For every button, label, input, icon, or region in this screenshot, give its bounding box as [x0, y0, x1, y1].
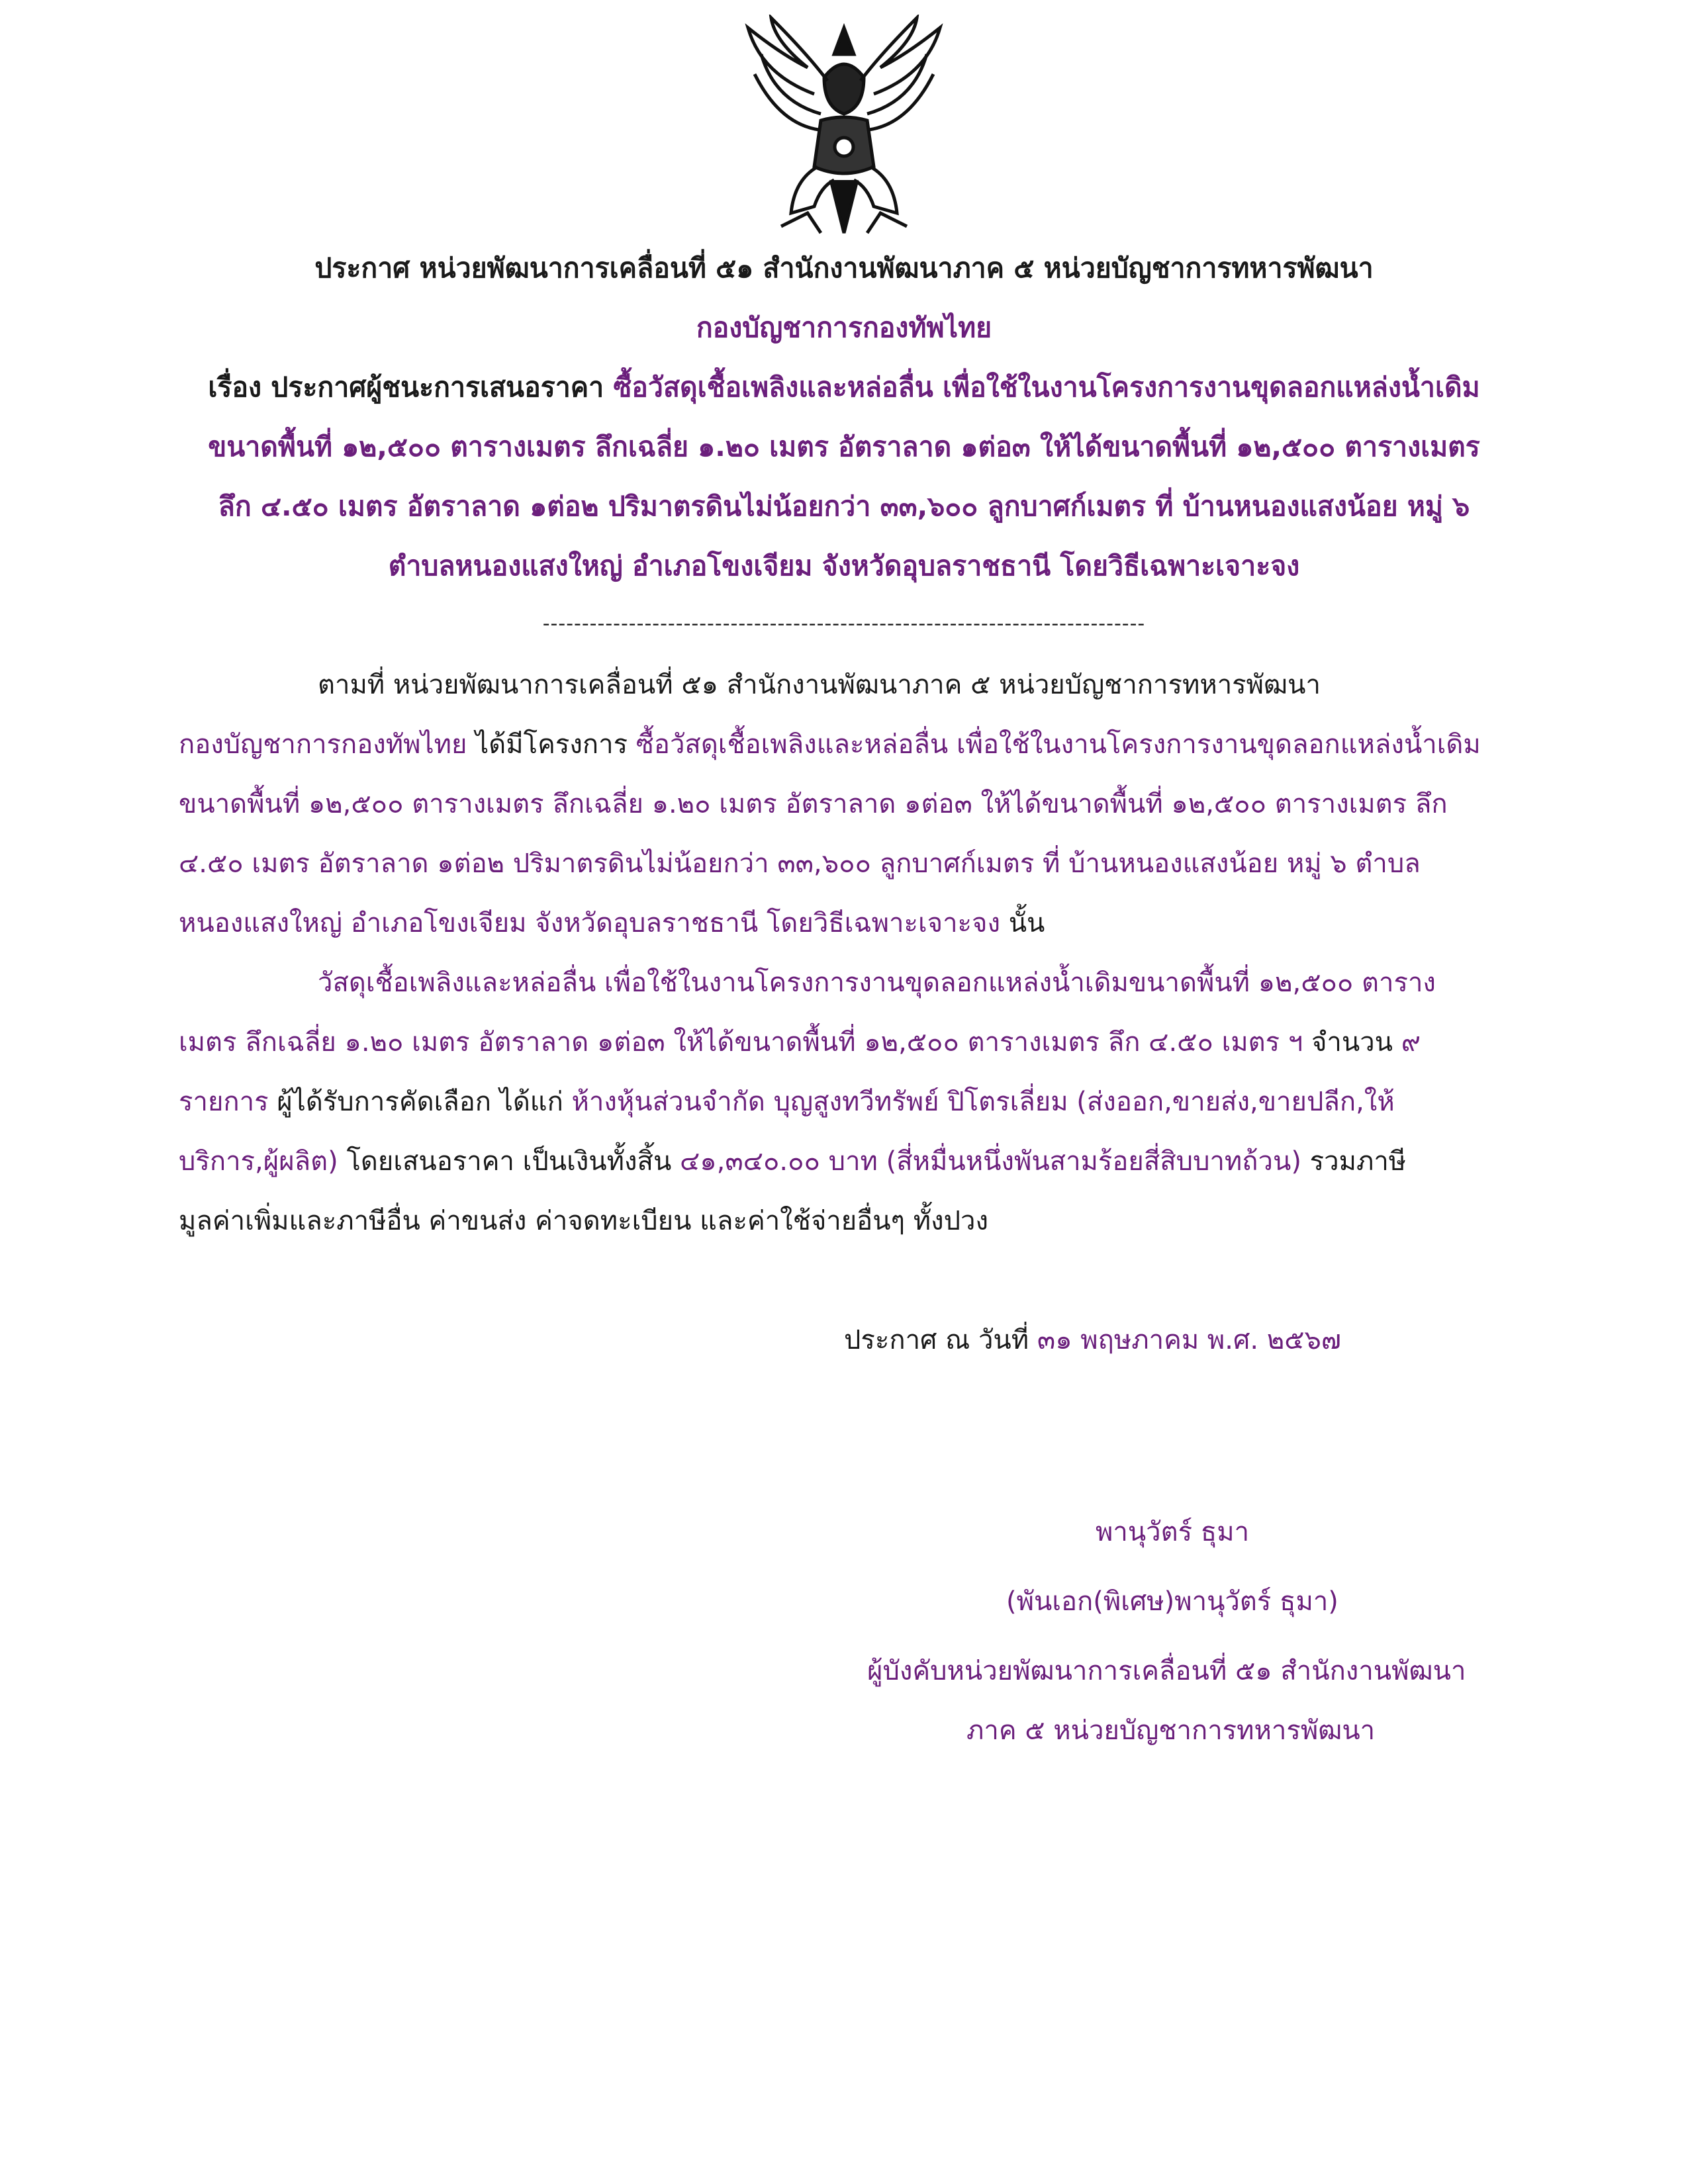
signature-position-2: ภาค ๕ หน่วยบัญชาการทหารพัฒนา [966, 1715, 1376, 1746]
winner-label: ผู้ได้รับการคัดเลือก ได้แก่ [268, 1087, 572, 1117]
paragraph1-line4: ๔.๕๐ เมตร อัตราลาด ๑ต่อ๒ ปริมาตรดินไม่น้อยกว่า ๓๓,๖๐๐ ลูกบาศก์เมตร ที่ บ้านหนองแสงน้อย หมู่ ๖ ตำบล [179, 848, 1421, 879]
subject-text-1: ซื้อวัสดุเชื้อเพลิงและหล่อลื่น เพื่อใช้ในงานโครงการงานขุดลอกแหล่งน้ำเดิม [613, 371, 1480, 403]
date-value: ๓๑ พฤษภาคม พ.ศ. ๒๕๖๗ [1037, 1325, 1341, 1355]
price-label: โดยเสนอราคา เป็นเงินทั้งสิ้น [338, 1146, 680, 1177]
price-amount: ๔๑,๓๔๐.๐๐ บาท (สี่หมื่นหนึ่งพันสามร้อยสี่สิบบาทถ้วน) [680, 1146, 1301, 1177]
paragraph1-end: นั้น [1000, 908, 1045, 938]
announcement-organization: กองบัญชาการกองทัพไทย [696, 312, 992, 343]
subject-line-4: ตำบลหนองแสงใหญ่ อำเภอโขงเจียม จังหวัดอุบลราชธานี โดยวิธีเฉพาะเจาะจง [388, 550, 1300, 582]
announcement-title: ประกาศ หน่วยพัฒนาการเคลื่อนที่ ๕๑ สำนักงานพัฒนาภาค ๕ หน่วยบัญชาการทหารพัฒนา [314, 252, 1374, 284]
winner-name: ห้างหุ้นส่วนจำกัด บุญสูงทวีทรัพย์ ปิโตรเลี่ยม (ส่งออก,ขายส่ง,ขายปลีก,ให้ [571, 1087, 1395, 1117]
tax-label: รวมภาษี [1301, 1146, 1407, 1177]
quantity-label: จำนวน [1303, 1027, 1401, 1058]
paragraph2-line1: วัสดุเชื้อเพลิงและหล่อลื่น เพื่อใช้ในงานโครงการงานขุดลอกแหล่งน้ำเดิมขนาดพื้นที่ ๑๒,๕๐๐ ตาราง [318, 968, 1436, 998]
separator-line: ----------------------------------------------------------------------------- [542, 612, 1146, 635]
organization-name: กองบัญชาการกองทัพไทย [179, 729, 467, 760]
paragraph1-line5 [179, 893, 1509, 953]
project-spec: เมตร ลึกเฉลี่ย ๑.๒๐ เมตร อัตราลาด ๑ต่อ๓ ให้ได้ขนาดพื้นที่ ๑๒,๕๐๐ ตารางเมตร ลึก ๔.๕๐ เมตร ฯ [179, 1027, 1303, 1058]
paragraph1-line2 [179, 715, 1509, 774]
paragraph2-line5: มูลค่าเพิ่มและภาษีอื่น ค่าขนส่ง ค่าจดทะเบียน และค่าใช้จ่ายอื่นๆ ทั้งปวง [179, 1206, 989, 1236]
winner-name-cont: บริการ,ผู้ผลิต) [179, 1146, 338, 1177]
project-location: หนองแสงใหญ่ อำเภอโขงเจียม จังหวัดอุบลราชธานี โดยวิธีเฉพาะเจาะจง [179, 908, 1000, 938]
paragraph1-line3: ขนาดพื้นที่ ๑๒,๕๐๐ ตารางเมตร ลึกเฉลี่ย ๑.๒๐ เมตร อัตราลาด ๑ต่อ๓ ให้ได้ขนาดพื้นที่ ๑๒,๕๐๐ ตารางเมตร ลึก [179, 789, 1448, 819]
announcement-date [844, 1310, 1341, 1370]
garuda-emblem-icon [735, 15, 953, 246]
item-count: ๙ [1401, 1027, 1421, 1058]
signature-name: พานุวัตร์ ธุมา [1096, 1517, 1250, 1547]
subject-prefix: เรื่อง ประกาศผู้ชนะการเสนอราคา [208, 371, 614, 403]
subject-line-1 [172, 357, 1516, 417]
subject-line-2: ขนาดพื้นที่ ๑๒,๕๐๐ ตารางเมตร ลึกเฉลี่ย ๑.๒๐ เมตร อัตราลาด ๑ต่อ๓ ให้ได้ขนาดพื้นที่ ๑๒,๕๐๐ ตารางเมตร [208, 431, 1480, 463]
paragraph1-line1: ตามที่ หน่วยพัฒนาการเคลื่อนที่ ๕๑ สำนักงานพัฒนาภาค ๕ หน่วยบัญชาการทหารพัฒนา [318, 670, 1321, 700]
items-unit: รายการ [179, 1087, 269, 1117]
signature-position-1: ผู้บังคับหน่วยพัฒนาการเคลื่อนที่ ๕๑ สำนักงานพัฒนา [867, 1656, 1466, 1686]
paragraph2-line4 [179, 1132, 1509, 1191]
date-prefix: ประกาศ ณ วันที่ [844, 1325, 1037, 1355]
paragraph1-connector: ได้มีโครงการ [467, 729, 636, 760]
subject-line-3: ลึก ๔.๕๐ เมตร อัตราลาด ๑ต่อ๒ ปริมาตรดินไม่น้อยกว่า ๓๓,๖๐๐ ลูกบาศก์เมตร ที่ บ้านหนองแสงน้อย หมู่ ๖ [218, 490, 1470, 522]
signature-full-name: (พันเอก(พิเศษ)พานุวัตร์ ธุมา) [1006, 1586, 1338, 1617]
paragraph2-line2 [179, 1013, 1509, 1072]
paragraph2-line3 [179, 1072, 1509, 1132]
project-name: ซื้อวัสดุเชื้อเพลิงและหล่อลื่น เพื่อใช้ในงานโครงการงานขุดลอกแหล่งน้ำเดิม [635, 729, 1481, 760]
